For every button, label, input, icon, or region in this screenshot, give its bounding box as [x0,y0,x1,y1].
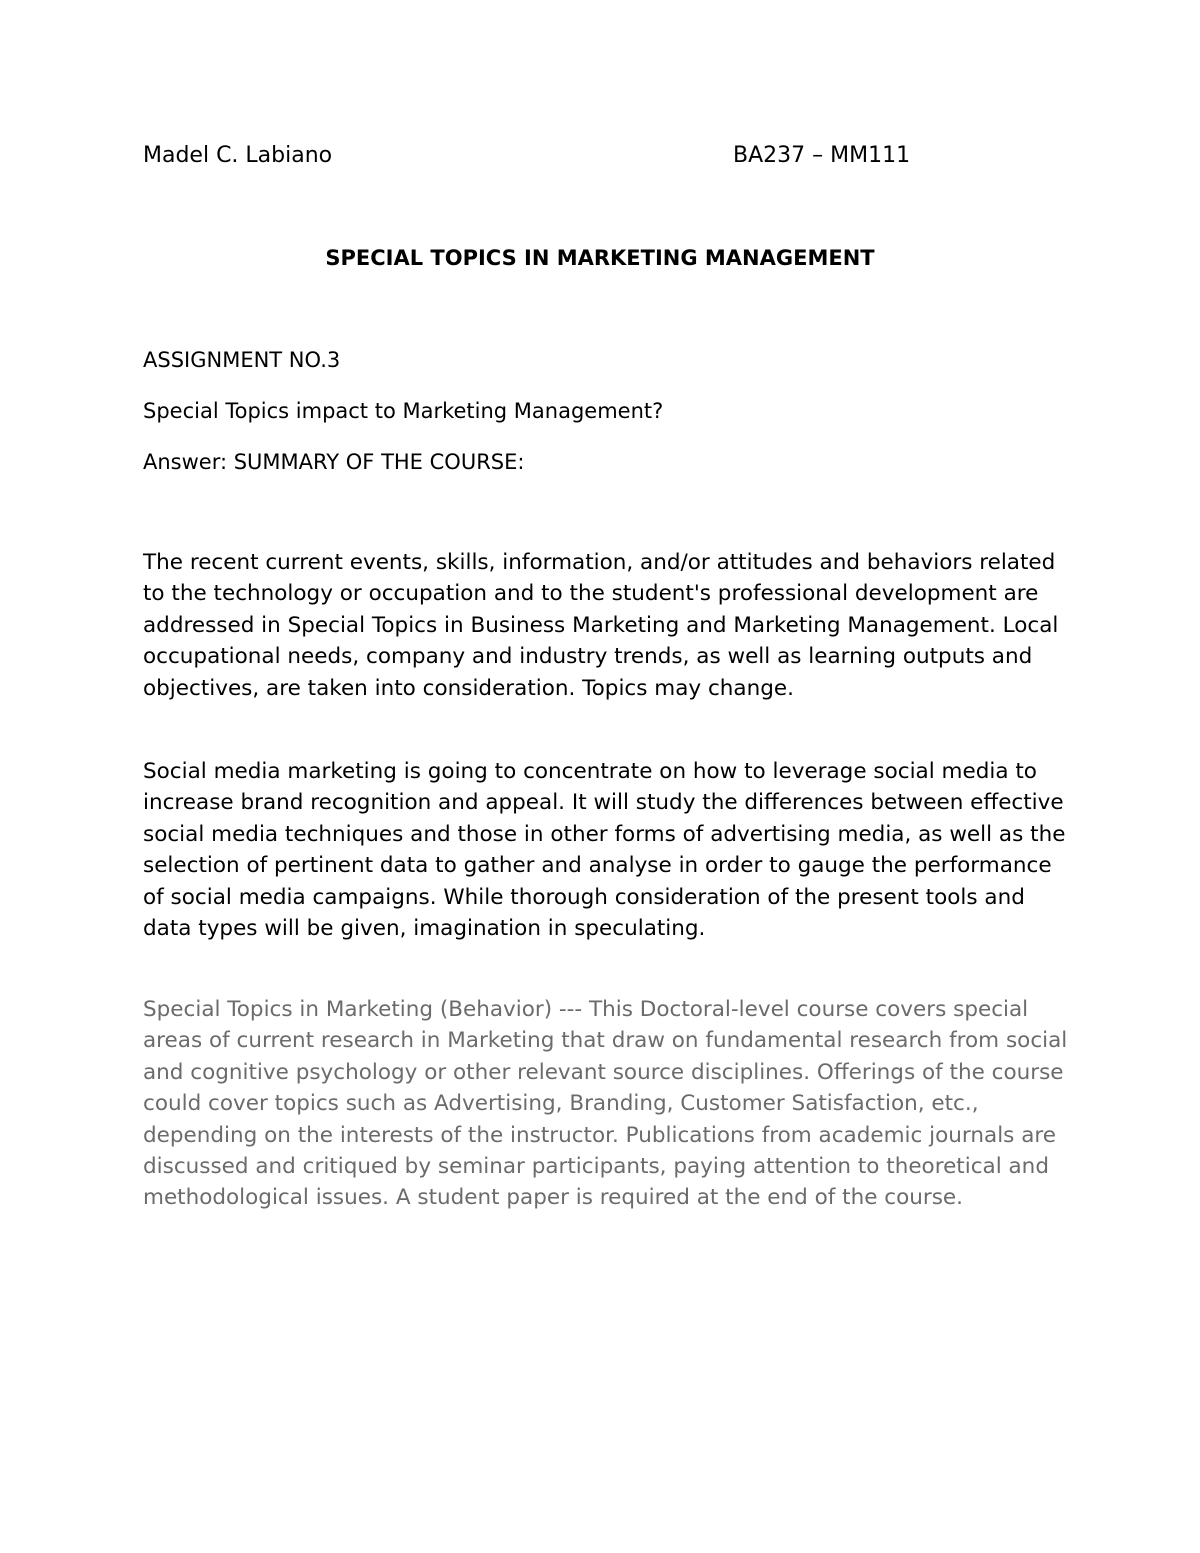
answer-label: Answer: SUMMARY OF THE COURSE: [143,450,525,474]
paragraph-behavior-course: Special Topics in Marketing (Behavior) --- This Doctoral-level course covers special areas of current research in Marketing that draw on fundamental research from social and cognitive psychology or other relevant source disciplines. Offerings of the course could cover topics such as Advertising, Branding, Customer Satisfaction, etc., depending on the interests of the instructor. Publications from academic journals are discussed and critiqued by seminar participants, paying attention to theoretical and methodological issues. A student paper is required at the end of the course. [143,997,1068,1211]
paragraph-social-media: Social media marketing is going to concentrate on how to leverage social media to increase brand recognition and appeal. It will study the differences between effective social media techniques and those in other forms of advertising media, as well as the selection of pertinent data to gather and analyse in order to gauge the performance of social media campaigns. While thorough consideration of the present tools and data types will be given, imagination in speculating. [143,759,1066,942]
paragraph-course-summary: The recent current events, skills, information, and/or attitudes and behaviors related to the technology or occupation and to the student's professional development are addressed in Special Topics in Business Marketing and Marketing Management. Local occupational needs, company and industry trends, as well as learning outputs and objectives, are taken into consideration. Topics may change. [143,550,1059,701]
assignment-question: Special Topics impact to Marketing Management? [143,399,664,423]
document-title: SPECIAL TOPICS IN MARKETING MANAGEMENT [325,246,875,270]
assignment-number: ASSIGNMENT NO.3 [143,348,341,372]
author-name: Madel C. Labiano [143,143,333,168]
course-code: BA237 – MM111 [733,143,911,168]
